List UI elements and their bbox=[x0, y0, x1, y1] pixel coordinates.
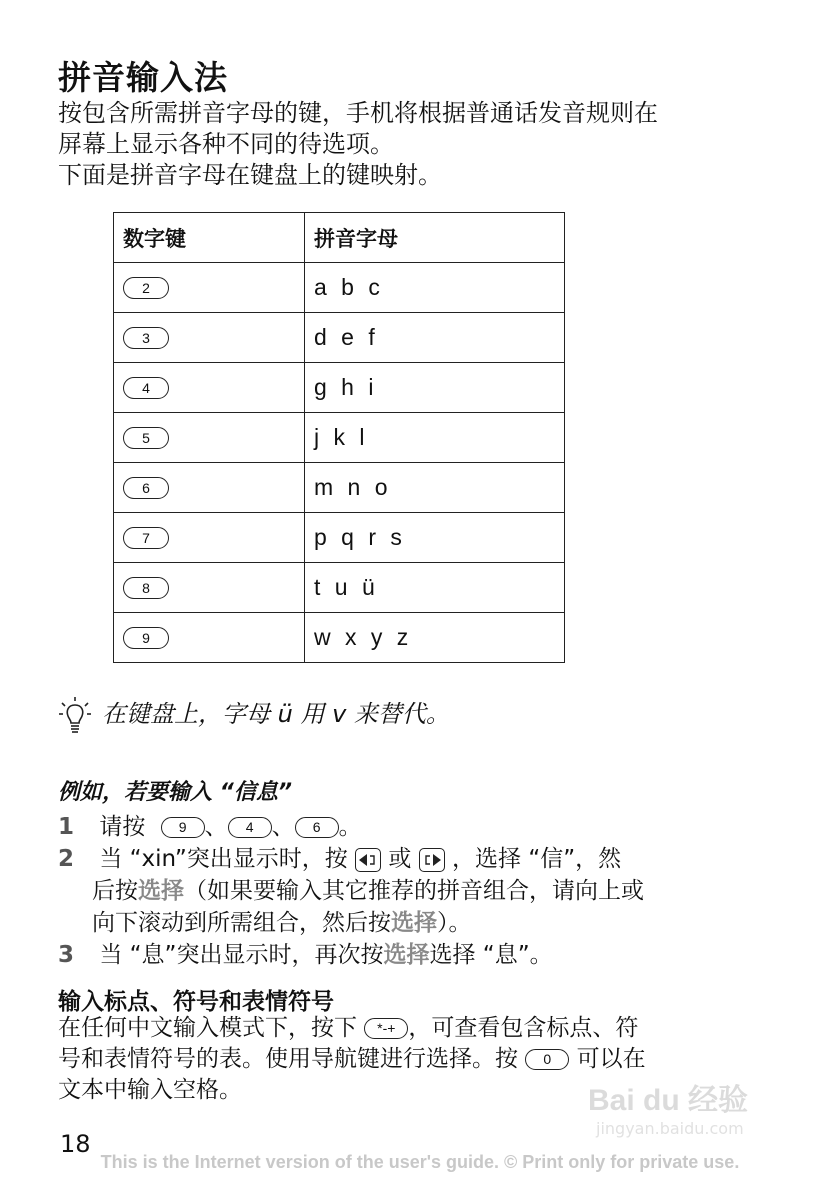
baidu-watermark bbox=[588, 1075, 808, 1155]
step-end: 。 bbox=[338, 814, 362, 840]
step-1 bbox=[58, 808, 362, 841]
letters-cell: g h i bbox=[305, 363, 565, 413]
nav-left-key-icon bbox=[355, 848, 381, 872]
letters-cell: a b c bbox=[305, 263, 565, 313]
letters-cell: m n o bbox=[305, 463, 565, 513]
star-key-icon: *-+ bbox=[364, 1018, 408, 1039]
step-text: ）。 bbox=[437, 910, 472, 936]
table-row bbox=[114, 413, 565, 463]
or-text: 或 bbox=[388, 846, 412, 872]
key-6-icon: 6 bbox=[295, 817, 339, 838]
letters-cell: w x y z bbox=[305, 613, 565, 663]
letters-cell: d e f bbox=[305, 313, 565, 363]
step-number: 3 bbox=[58, 942, 75, 968]
section-body bbox=[58, 1013, 646, 1106]
letters-cell: j k l bbox=[305, 413, 565, 463]
watermark-brand: Bai du 经验 bbox=[588, 1084, 749, 1117]
separator: 、 bbox=[271, 814, 295, 840]
select-softkey-label: 选择 bbox=[383, 942, 430, 968]
table-header-row bbox=[114, 213, 565, 263]
table-row bbox=[114, 313, 565, 363]
tip-note bbox=[58, 694, 450, 735]
intro-line: 按包含所需拼音字母的键，手机将根据普通话发音规则在 bbox=[58, 99, 658, 127]
key-3-icon: 3 bbox=[123, 327, 169, 349]
letters-cell: t u ü bbox=[305, 563, 565, 613]
key-2-icon: 2 bbox=[123, 277, 169, 299]
key-6-icon: 6 bbox=[123, 477, 169, 499]
page-number: 18 bbox=[60, 1130, 91, 1158]
example-heading: 例如，若要输入 “信息” bbox=[58, 780, 292, 805]
key-mapping-table bbox=[113, 212, 565, 663]
body-text: 号和表情符号的表。使用导航键进行选择。按 bbox=[58, 1046, 518, 1072]
key-9-icon: 9 bbox=[123, 627, 169, 649]
step-text: ，选择 “信”，然 bbox=[452, 846, 622, 872]
select-softkey-label: 选择 bbox=[391, 910, 437, 936]
step-text: 后按 bbox=[92, 878, 138, 904]
table-row bbox=[114, 463, 565, 513]
section-heading: 输入标点、符号和表情符号 bbox=[58, 989, 334, 1015]
key-8-icon: 8 bbox=[123, 577, 169, 599]
key-5-icon: 5 bbox=[123, 427, 169, 449]
step-3 bbox=[58, 936, 553, 969]
column-header-number-key: 数字键 bbox=[114, 213, 305, 263]
step-number: 2 bbox=[58, 846, 75, 872]
lightbulb-icon bbox=[58, 695, 92, 735]
step-2 bbox=[58, 840, 621, 873]
key-9-icon: 9 bbox=[161, 817, 205, 838]
table-row bbox=[114, 563, 565, 613]
step-text: 当 “xin”突出显示时，按 bbox=[99, 846, 348, 872]
key-4-icon: 4 bbox=[228, 817, 272, 838]
step-2-continued bbox=[92, 904, 472, 937]
separator: 、 bbox=[204, 814, 228, 840]
table-row bbox=[114, 513, 565, 563]
body-text: 文本中输入空格。 bbox=[58, 1077, 242, 1103]
table-row bbox=[114, 263, 565, 313]
step-text: 当 “息”突出显示时，再次按 bbox=[99, 942, 384, 968]
step-number: 1 bbox=[58, 814, 75, 840]
key-4-icon: 4 bbox=[123, 377, 169, 399]
select-softkey-label: 选择 bbox=[138, 878, 184, 904]
step-text: （如果要输入其它推荐的拼音组合，请向上或 bbox=[184, 878, 644, 904]
zero-key-icon: 0 bbox=[525, 1049, 569, 1070]
intro-paragraph bbox=[58, 98, 798, 191]
column-header-pinyin-letters: 拼音字母 bbox=[305, 213, 565, 263]
intro-line: 下面是拼音字母在键盘上的键映射。 bbox=[58, 161, 442, 189]
step-text: 请按 bbox=[99, 814, 146, 840]
table-row bbox=[114, 363, 565, 413]
table-row bbox=[114, 613, 565, 663]
step-2-continued bbox=[92, 872, 644, 905]
body-text: 可以在 bbox=[576, 1046, 646, 1072]
body-text: ，可查看包含标点、符 bbox=[408, 1015, 639, 1041]
step-text: 选择 “息”。 bbox=[429, 942, 553, 968]
page-title: 拼音输入法 bbox=[58, 58, 228, 97]
step-text: 向下滚动到所需组合，然后按 bbox=[92, 910, 391, 936]
body-text: 在任何中文输入模式下，按下 bbox=[58, 1015, 357, 1041]
letters-cell: p q r s bbox=[305, 513, 565, 563]
intro-line: 屏幕上显示各种不同的待选项。 bbox=[58, 130, 394, 158]
key-7-icon: 7 bbox=[123, 527, 169, 549]
nav-right-key-icon bbox=[419, 848, 445, 872]
watermark-url: jingyan.baidu.com bbox=[596, 1119, 744, 1138]
footer-notice: This is the Internet version of the user's guide. © Print only for private use. bbox=[100, 1152, 740, 1172]
tip-text: 在键盘上，字母 ü 用 v 来替代。 bbox=[102, 700, 450, 728]
